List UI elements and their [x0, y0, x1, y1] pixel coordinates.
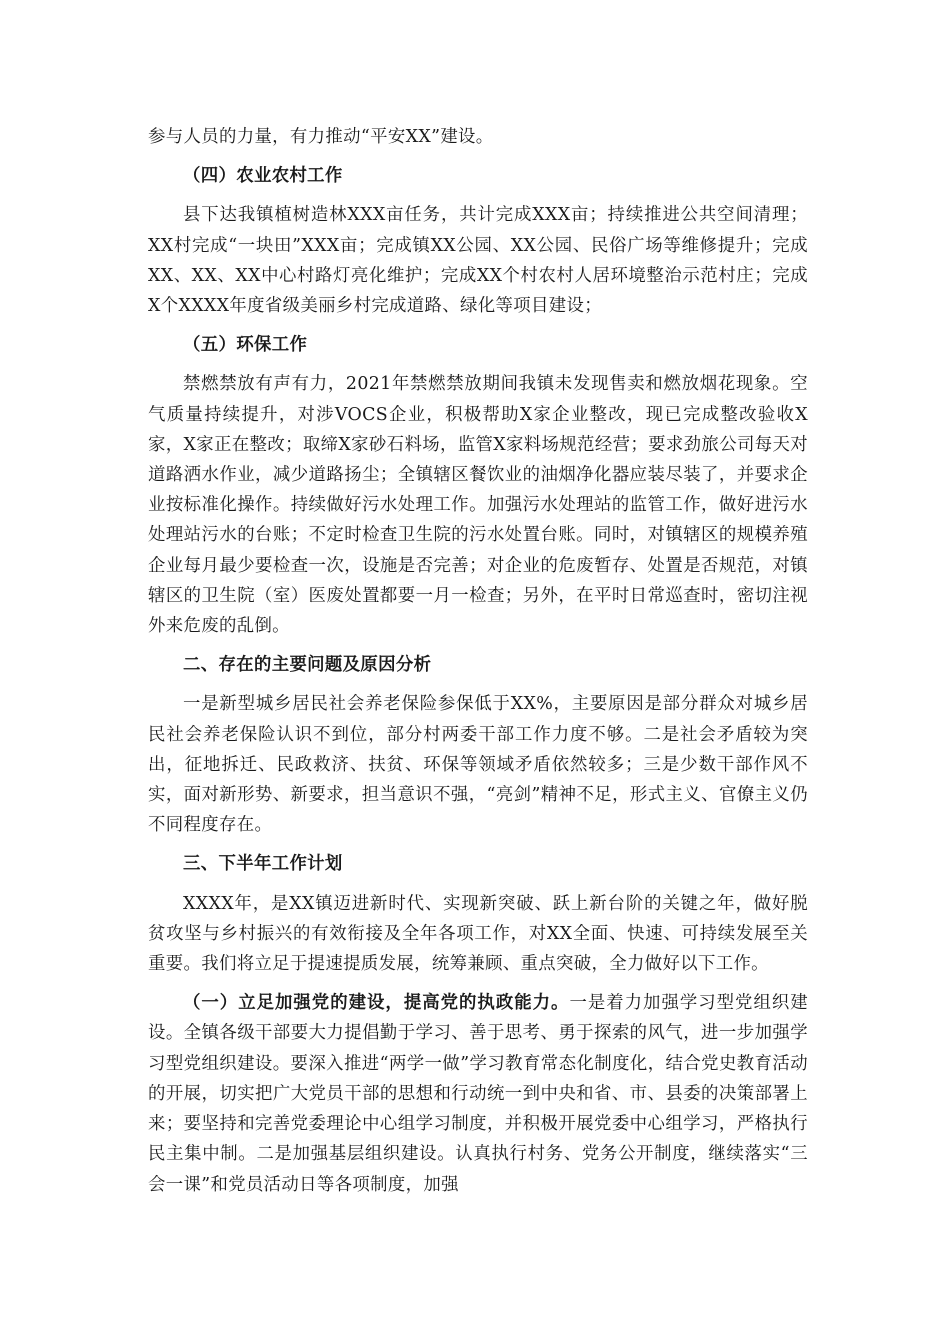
paragraph-party-building	[148, 988, 808, 1199]
paragraph-environment: 禁燃禁放有声有力，2021年禁燃禁放期间我镇未发现售卖和燃放烟花现象。空气质量持续提升，对涉VOCS企业，积极帮助X家企业整改，现已完成整改验收X家，X家正在整改；取缔X家砂石料场，监管X家料场规范经营；要求劲旅公司每天对道路洒水作业，减少道路扬尘；全镇辖区餐饮业的油烟净化器应装尽装了，并要求企业按标准化操作。持续做好污水处理工作。加强污水处理站的监管工作，做好进污水处理站污水的台账；不定时检查卫生院的污水处置台账。同时，对镇辖区的规模养殖企业每月最少要检查一次，设施是否完善；对企业的危废暂存、处置是否规范，对镇辖区的卫生院（室）医废处置都要一月一检查；另外，在平时日常巡查时，密切注视外来危废的乱倒。	[148, 374, 808, 637]
paragraph-problems: 一是新型城乡居民社会养老保险参保低于XX%，主要原因是部分群众对城乡居民社会养老保险认识不到位，部分村两委干部工作力度不够。二是社会矛盾较为突出，征地拆迁、民政救济、扶贫、环保等领域矛盾依然较多；三是少数干部作风不实，面对新形势、新要求，担当意识不强，“亮剑”精神不足，形式主义、官僚主义仍不同程度存在。	[148, 694, 808, 836]
heading-agriculture: （四）农业农村工作	[183, 166, 343, 187]
paragraph-party-lead: （一）立足加强党的建设，提高党的执政能力。	[183, 993, 570, 1014]
document-page	[148, 122, 808, 1200]
heading-plan: 三、下半年工作计划	[183, 854, 343, 875]
heading-environment: （五）环保工作	[183, 335, 308, 356]
paragraph-agriculture: 县下达我镇植树造林XXX亩任务，共计完成XXX亩；持续推进公共空间清理；XX村完成“一块田”XXX亩；完成镇XX公园、XX公园、民俗广场等维修提升；完成XX、XX、XX中心村路灯亮化维护；完成XX个村农村人居环境整治示范村庄；完成X个XXXX年度省级美丽乡村完成道路、绿化等项目建设；	[148, 205, 808, 317]
heading-problems: 二、存在的主要问题及原因分析	[183, 655, 432, 676]
paragraph-plan: XXXX年，是XX镇迈进新时代、实现新突破、跃上新台阶的关键之年，做好脱贫攻坚与乡村振兴的有效衔接及全年各项工作，对XX全面、快速、可持续发展至关重要。我们将立足于提速提质发展，统筹兼顾、重点突破，全力做好以下工作。	[148, 893, 808, 975]
paragraph-intro: 参与人员的力量，有力推动“平安XX”建设。	[148, 127, 494, 147]
paragraph-party-body: 一是着力加强学习型党组织建设。全镇各级干部要大力提倡勤于学习、善于思考、勇于探索的风气，进一步加强学习型党组织建设。要深入推进“两学一做”学习教育常态化制度化，结合党史教育活动的开展，切实把广大党员干部的思想和行动统一到中央和省、市、县委的决策部署上来；要坚持和完善党委理论中心组学习制度，并积极开展党委中心组学习，严格执行民主集中制。二是加强基层组织建设。认真执行村务、党务公开制度，继续落实“三会一课”和党员活动日等各项制度，加强	[148, 993, 808, 1195]
